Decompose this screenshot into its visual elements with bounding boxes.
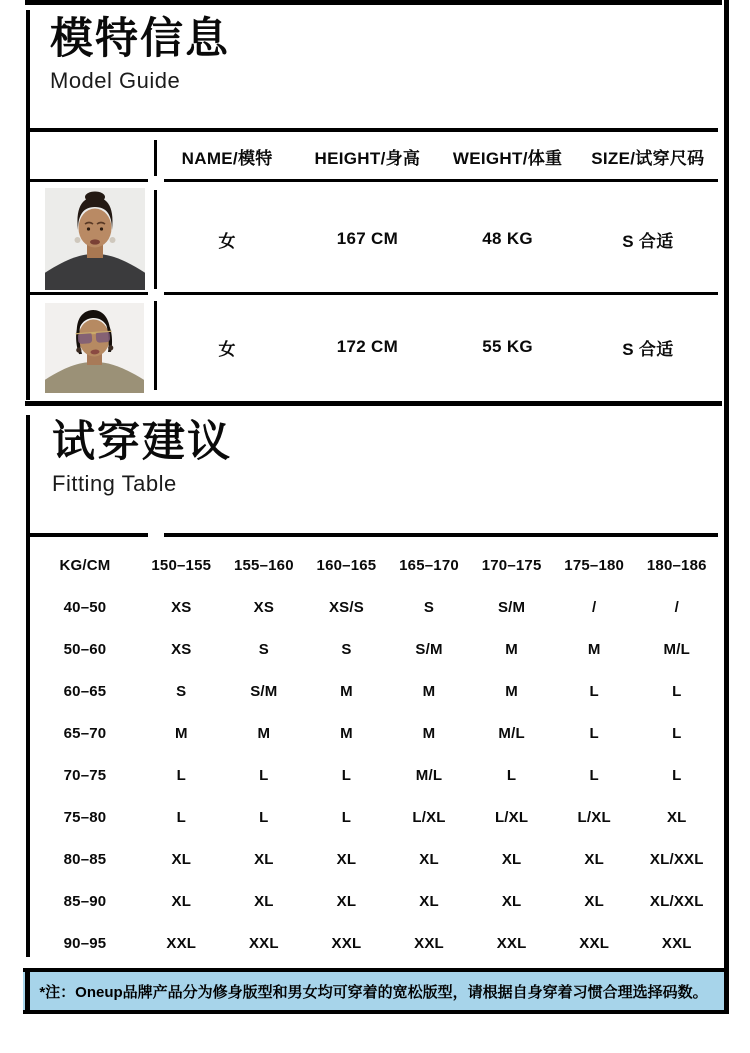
fitting-table-row <box>30 796 718 838</box>
fitting-size-value: XL/XXL <box>649 850 704 868</box>
fitting-size-value: M <box>257 724 271 742</box>
fitting-size-value: XL <box>254 850 274 868</box>
fitting-section-title: 试穿建议 <box>52 418 232 466</box>
fitting-size-value: L <box>589 766 599 784</box>
fitting-table-row <box>30 838 718 880</box>
fitting-size-value: XL <box>584 850 604 868</box>
fitting-col-header: 180–186 <box>646 556 707 574</box>
right-border-line <box>724 0 729 1014</box>
fitting-table-row <box>30 628 718 670</box>
fitting-col-header: 175–180 <box>564 556 625 574</box>
fitting-size-value: L <box>259 766 269 784</box>
fitting-size-value: XXL <box>331 934 362 952</box>
fitting-size-value: M <box>587 640 601 658</box>
fitting-table-row <box>30 712 718 754</box>
fitting-size-value: M/L <box>663 640 690 658</box>
note-text: *注：Oneup品牌产品分为修身版型和男女均可穿着的宽松版型，请根据自身穿着习惯合理选择码数。 <box>39 983 708 1001</box>
fitting-size-value: L <box>259 808 269 826</box>
fitting-col-header: 160–165 <box>316 556 377 574</box>
fitting-size-value: M <box>505 682 518 700</box>
model-col-height: HEIGHT/身高 <box>314 148 421 168</box>
fitting-size-value: L <box>672 766 682 784</box>
fitting-size-value: L <box>341 766 352 784</box>
model-weight-value: 55 KG <box>482 337 533 356</box>
model-section-subtitle: Model Guide <box>50 68 181 94</box>
model-table-header-row <box>157 132 718 180</box>
fitting-table-row <box>30 922 718 964</box>
fitting-size-value: L <box>176 808 186 826</box>
fitting-row-label: 50–60 <box>63 640 107 658</box>
model-photo-2 <box>45 303 144 393</box>
fitting-size-value: L/XL <box>577 808 611 826</box>
fitting-table-row <box>30 754 718 796</box>
model-size-value: S 合适 <box>622 231 674 251</box>
fitting-size-value: L <box>176 766 186 784</box>
fitting-section-title-block <box>52 419 232 497</box>
fitting-col-header: 155–160 <box>233 556 294 574</box>
fitting-size-value: XL <box>336 892 357 910</box>
model-name-value: 女 <box>218 339 236 359</box>
fitting-row-label: 75–80 <box>63 808 107 826</box>
model-height-value: 167 CM <box>336 229 399 248</box>
fitting-col-header: 150–155 <box>151 556 212 574</box>
model-table-rule <box>164 179 718 182</box>
fitting-size-value: L <box>589 682 599 700</box>
fitting-size-value: S <box>423 598 435 616</box>
model-section-left-border <box>26 10 30 400</box>
fitting-table-header-row <box>30 544 718 586</box>
fitting-size-value: L/XL <box>494 808 529 826</box>
fitting-size-value: XL <box>336 850 357 868</box>
fitting-row-label: 60–65 <box>63 682 107 700</box>
fitting-size-value: S <box>341 640 352 658</box>
top-border-line <box>25 0 722 5</box>
fitting-size-value: S/M <box>250 682 278 700</box>
fitting-size-value: M <box>174 724 188 742</box>
fitting-size-value: S <box>258 640 269 658</box>
fitting-size-value: L/XL <box>412 808 446 826</box>
fitting-size-value: XL <box>254 892 274 910</box>
fitting-row-label: 65–70 <box>63 724 107 742</box>
fitting-size-value: / <box>591 598 597 616</box>
fitting-size-value: L <box>506 766 517 784</box>
fitting-size-value: XL <box>171 892 192 910</box>
fitting-size-value: M <box>422 682 436 700</box>
note-bottom-rule <box>23 1010 724 1014</box>
fitting-size-value: XL <box>501 892 522 910</box>
fitting-size-value: XXL <box>579 934 610 952</box>
note-band <box>23 972 724 1010</box>
fitting-size-value: M <box>340 682 353 700</box>
fitting-corner-label: KG/CM <box>59 556 111 574</box>
fitting-size-value: XXL <box>661 934 692 952</box>
fitting-section-subtitle: Fitting Table <box>52 471 177 497</box>
fitting-row-label: 80–85 <box>63 850 107 868</box>
fitting-table-top-rule <box>30 533 148 537</box>
fitting-col-header: 170–175 <box>481 556 542 574</box>
fitting-size-value: L <box>341 808 352 826</box>
fitting-size-value: XL <box>419 850 439 868</box>
model-col-weight: WEIGHT/体重 <box>452 148 563 168</box>
model-name-value: 女 <box>218 231 236 251</box>
model-table-rule <box>30 292 148 295</box>
model-size-value: S 合适 <box>622 339 674 359</box>
fitting-size-value: XXL <box>166 934 197 952</box>
model-table-rule <box>164 292 718 295</box>
fitting-size-value: L <box>589 724 599 742</box>
fitting-size-value: XXL <box>248 934 279 952</box>
fitting-size-value: XL <box>171 850 192 868</box>
fitting-size-value: XS <box>171 640 192 658</box>
fitting-size-value: / <box>674 598 679 616</box>
fitting-size-value: M <box>422 724 436 742</box>
fitting-size-value: XL/XXL <box>649 892 704 910</box>
fitting-size-value: XXL <box>414 934 444 952</box>
fitting-size-value: M/L <box>415 766 443 784</box>
fitting-size-value: L <box>672 682 682 700</box>
model-photo-1 <box>45 188 145 290</box>
model-table-rule <box>30 179 148 182</box>
fitting-table-row <box>30 880 718 922</box>
fitting-size-value: M <box>505 640 518 658</box>
note-left-accent <box>25 972 30 1010</box>
fitting-row-label: 40–50 <box>63 598 107 616</box>
fitting-size-value: S/M <box>497 598 526 616</box>
fitting-size-value: XL <box>666 808 687 826</box>
fitting-size-value: XS <box>253 598 275 616</box>
model-table-row <box>157 297 718 397</box>
fitting-size-value: L <box>672 724 682 742</box>
fitting-table-top-rule <box>164 533 718 537</box>
fitting-size-value: XL <box>501 850 522 868</box>
fitting-size-value: XL <box>584 892 604 910</box>
fitting-row-label: 85–90 <box>63 892 107 910</box>
section-divider-line <box>25 401 722 406</box>
fitting-row-label: 90–95 <box>63 934 107 952</box>
fitting-row-label: 70–75 <box>63 766 107 784</box>
fitting-col-header: 165–170 <box>399 556 459 574</box>
fitting-size-value: XS/S <box>328 598 364 616</box>
model-col-size: SIZE/试穿尺码 <box>591 148 705 168</box>
model-height-value: 172 CM <box>336 337 399 356</box>
model-table-row <box>157 186 718 292</box>
fitting-size-value: S <box>176 682 187 700</box>
model-section-title: 模特信息 <box>50 15 230 63</box>
fitting-size-value: XS <box>171 598 192 616</box>
fitting-size-value: XL <box>419 892 439 910</box>
fitting-size-value: M/L <box>498 724 525 742</box>
fitting-table-row <box>30 670 718 712</box>
model-table-divider <box>154 140 157 176</box>
model-col-name: NAME/模特 <box>181 148 273 168</box>
fitting-size-value: S/M <box>415 640 443 658</box>
model-weight-value: 48 KG <box>482 229 533 248</box>
model-section-title-block <box>50 16 230 94</box>
fitting-size-value: XXL <box>496 934 527 952</box>
fitting-table-row <box>30 586 718 628</box>
fitting-size-value: M <box>340 724 353 742</box>
